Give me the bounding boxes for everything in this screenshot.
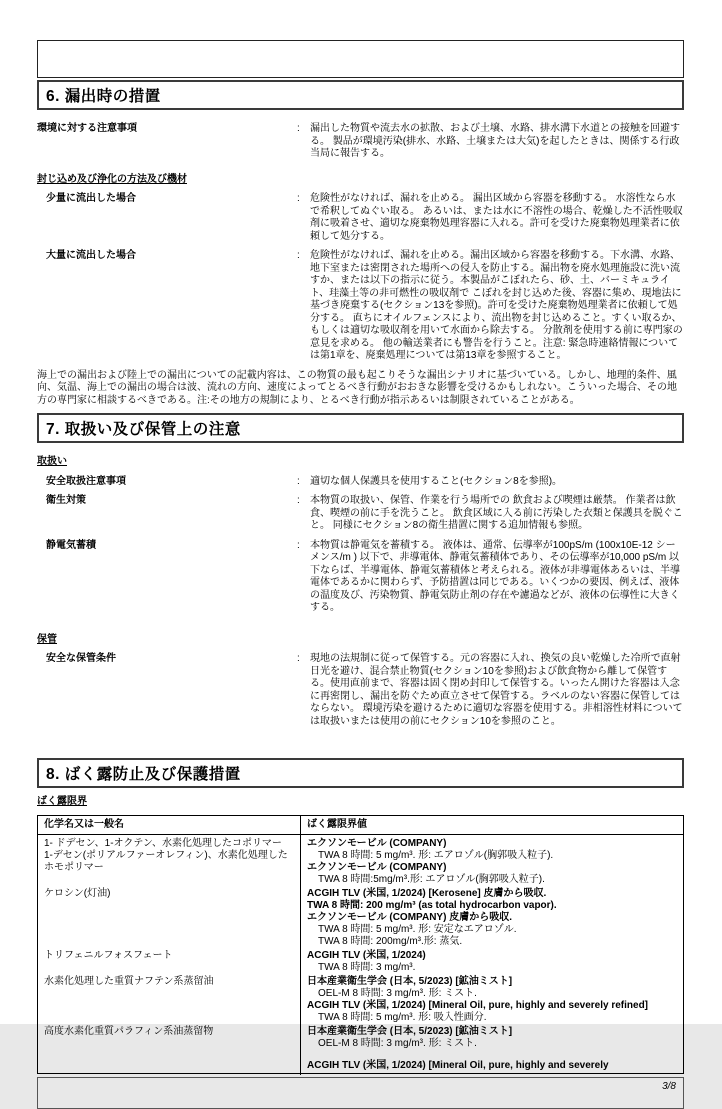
section-7-content <box>37 456 684 756</box>
table-row <box>38 1025 683 1073</box>
section-7-title: 7. 取扱い及び保管上の注意 <box>46 421 241 438</box>
handling-subheading: 取扱い <box>37 456 67 467</box>
field-row <box>37 250 684 363</box>
storage-subheading: 保管 <box>37 633 57 645</box>
table-header-row <box>38 816 683 835</box>
exposure-limit-line: 日本産業衛生学会 (日本, 5/2023) [鉱油ミスト] <box>307 975 513 987</box>
section-6-header <box>37 80 684 110</box>
section-6-content <box>37 123 684 411</box>
spill-rows <box>37 193 684 363</box>
table-row <box>38 835 683 887</box>
field-value: 本物質は静電気を蓄積する。 液体は、通常、伝導率が100pS/m (100x10E-12 シーメンス/m ) 以下で、非導電体、静電気蓄積体であり、その伝導率が10,000 pS/m 以下ならば、半導電体、静電気蓄積体と考えられる。液体が非導電体あるいは、半導電体であるかに関わらず、予防措置は同じである。いくつかの要因、例えば、液体の温度及び、汚染物質、静電気防止剤の存在や濾過などが、液体の伝導性に大きくする。 <box>310 539 680 613</box>
exposure-limit-line: ACGIH TLV (米国, 1/2024) [Mineral Oil, pure, highly and severely refined] <box>307 999 649 1011</box>
exposure-limits-subheading: ばく露限界 <box>37 796 87 807</box>
field-row <box>37 495 684 533</box>
field-row <box>37 476 684 489</box>
chemical-name: 1-デセン(ポリアルファーオレフィン)、水素化処理したホモポリマー <box>44 849 288 873</box>
column-header-exposure-limit: ばく露限界値 <box>300 816 683 834</box>
field-row <box>37 193 684 243</box>
exposure-limit-cell <box>300 949 683 975</box>
field-colon: : <box>297 653 300 664</box>
exposure-limit-line: TWA 8 時間: 5 mg/m³. 形: 吸入性画分. <box>318 1011 487 1023</box>
chemical-name-cell <box>38 835 300 887</box>
environment-precautions-rows <box>37 123 684 161</box>
chemical-name-cell <box>38 1025 300 1073</box>
field-value: 危険性がなければ、漏れを止める。漏出区域から容器を移動する。下水溝、水路、地下室または密閉された場所への侵入を防止する。漏出物を廃水処理施設に洗い流すか、または以下の指示に従う。本製品がこぼれたら、砂、土、バーミキュライト、珪藻土等の非可燃性の吸収剤で こぼれを封じ込めた後、容器に集め、現地法に基づき廃棄する(セクション13を参照)。許可を受けた廃棄物処理業者に依頼して処分する。 直ちにオイルフェンスにより、流出物を封じ込めること。すくい取るか、もしくは適切な吸収剤を用いて水面から除去する。 分散剤を使用する前に専門家の意見を求める。 他の輸送業者にも警告を行うこと。注意: 緊急時連絡情報については第1章を、廃棄処理については第13章を参照すること。 <box>310 250 683 361</box>
exposure-limit-cell <box>300 1025 683 1073</box>
field-label: 静電気蓄積 <box>46 539 96 551</box>
field-row <box>37 123 684 161</box>
exposure-limit-line: エクソンモービル (COMPANY) <box>307 861 447 873</box>
exposure-limit-cell <box>300 835 683 887</box>
section-8-header <box>37 758 684 788</box>
field-label: 大量に流出した場合 <box>46 250 136 261</box>
field-colon: : <box>297 123 300 134</box>
field-colon: : <box>297 539 300 551</box>
exposure-limit-line: OEL-M 8 時間: 3 mg/m³. 形: ミスト. <box>318 987 477 999</box>
storage-rows <box>37 653 684 728</box>
field-colon: : <box>297 193 300 204</box>
exposure-limit-line: TWA 8 時間: 200 mg/m³ (as total hydrocarbon vapor). <box>307 899 557 911</box>
field-colon: : <box>297 475 300 487</box>
document-header-box <box>37 40 684 78</box>
column-header-chemical-name: 化学名又は一般名 <box>44 818 124 830</box>
field-label: 安全取扱注意事項 <box>46 475 126 487</box>
field-label: 環境に対する注意事項 <box>37 123 137 134</box>
page-number: 3/8 <box>662 1080 676 1092</box>
exposure-limit-line: ACGIH TLV (米国, 1/2024) <box>307 949 426 961</box>
field-row <box>37 653 684 728</box>
table-row <box>38 887 683 949</box>
exposure-limit-line: TWA 8 時間:5mg/m³.形: エアロゾル(胸郭吸入粒子). <box>318 873 545 885</box>
containment-subheading: 封じ込め及び浄化の方法及び機材 <box>37 173 187 185</box>
field-row <box>37 540 684 615</box>
field-value: 漏出した物質や流去水の拡散、および土壌、水路、排水溝下水道との接触を回避する。 製品が環境汚染(排水、水路、土壌または大気)を起したときは、関係する行政当局に報告する。 <box>310 123 680 159</box>
exposure-limit-cell <box>300 887 683 949</box>
filler-cell <box>300 1073 683 1075</box>
sea-land-spill-note: 海上での漏出および陸上での漏出についての記載内容は、この物質の最も起こりそうな漏出シナリオに基づいている。しかし、地理的条件、風向、気温、海上での漏出の場合は波、流れの方向、速度によってとるべき行動がおおきな影響を受けるかもしれない。こういった場合、その地方の専門家に相談するべきである。注:その地方の規制により、とるべき行動が指示あるいは制限されていることがある。 <box>37 369 677 406</box>
chemical-name: トリフェニルフォスフェート <box>44 949 173 961</box>
field-value: 適切な個人保護具を使用すること(セクション8を参照)。 <box>310 475 563 487</box>
section-8-content <box>37 796 684 1074</box>
handling-rows <box>37 476 684 615</box>
field-label: 安全な保管条件 <box>46 653 116 664</box>
exposure-limit-line: TWA 8 時間: 3 mg/m³. <box>318 961 416 973</box>
table-row <box>38 949 683 975</box>
field-label: 少量に流出した場合 <box>46 193 136 204</box>
exposure-limit-cell <box>300 975 683 1025</box>
field-value: 本物質の取扱い、保管、作業を行う場所での 飲食および喫煙は厳禁。 作業者は飲食、喫煙の前に手を洗うこと。 飲食区域に入る前に汚染した衣類と保護具を脱ぐこと。 同様にセクション8の衛生措置に関する追加情報も参照。 <box>310 495 683 531</box>
field-value: 危険性がなければ、漏れを止める。 漏出区域から容器を移動する。 水溶性なら水で希釈してぬぐい取る。 あるいは、または水に不溶性の場合、乾燥した不活性吸収剤に吸着させ、適切な廃棄物処理容器に入れる。許可を受けた廃棄物処理業者に依頼して処分する。 <box>310 193 683 242</box>
chemical-name-cell <box>38 887 300 949</box>
table-body <box>38 835 683 1073</box>
exposure-limit-line: エクソンモービル (COMPANY) 皮膚から吸収. <box>307 911 512 923</box>
exposure-limit-line: TWA 8 時間: 200mg/m³.形: 蒸気. <box>318 935 463 947</box>
page-footer-box <box>37 1077 684 1109</box>
table-row <box>38 975 683 1025</box>
exposure-limit-line: ACGIH TLV (米国, 1/2024) [Mineral Oil, pure, highly and severely <box>307 1059 609 1071</box>
field-value: 現地の法規制に従って保管する。元の容器に入れ、換気の良い乾燥した冷所で直射日光を避け、混合禁止物質(セクション10を参照)および飲食物から離して保管する。使用直前まで、容器は固く閉め封印して保管する。いったん開けた容器は入念に再密閉し、漏出を防ぐため直立させて保管する。ラベルのない容器に保管してはならない。 環境汚染を避けるために適切な容器を使用する。非相溶性材料については取扱いまたは使用の前にセクション10を参照のこと。 <box>310 653 683 727</box>
exposure-limit-line: OEL-M 8 時間: 3 mg/m³. 形: ミスト. <box>318 1037 477 1049</box>
chemical-name: 1- ドデセン、1-オクテン、水素化処理したコポリマー <box>44 837 282 849</box>
exposure-limit-line: TWA 8 時間: 5 mg/m³. 形: 安定なエアロゾル. <box>318 923 517 935</box>
section-8-title: 8. ばく露防止及び保護措置 <box>46 766 241 783</box>
chemical-name-cell <box>38 949 300 975</box>
chemical-name: 水素化処理した重質ナフテン系蒸留油 <box>44 975 214 987</box>
chemical-name: ケロシン(灯油) <box>44 887 111 899</box>
exposure-limit-line: 日本産業衛生学会 (日本, 5/2023) [鉱油ミスト] <box>307 1025 513 1037</box>
chemical-name: 高度水素化重質パラフィン系油蒸留物 <box>44 1025 214 1037</box>
chemical-name-cell <box>38 975 300 1025</box>
exposure-limits-table <box>37 815 684 1074</box>
field-label: 衛生対策 <box>46 495 86 506</box>
field-colon: : <box>297 495 300 506</box>
table-filler-row <box>38 1073 683 1075</box>
field-colon: : <box>297 250 300 261</box>
filler-cell <box>38 1073 300 1075</box>
section-7-header <box>37 413 684 443</box>
exposure-limit-line: TWA 8 時間: 5 mg/m³. 形: エアロゾル(胸郭吸入粒子). <box>318 849 554 861</box>
exposure-limit-line: エクソンモービル (COMPANY) <box>307 837 447 849</box>
exposure-limit-line: ACGIH TLV (米国, 1/2024) [Kerosene] 皮膚から吸収. <box>307 887 547 899</box>
section-6-title: 6. 漏出時の措置 <box>46 88 161 105</box>
